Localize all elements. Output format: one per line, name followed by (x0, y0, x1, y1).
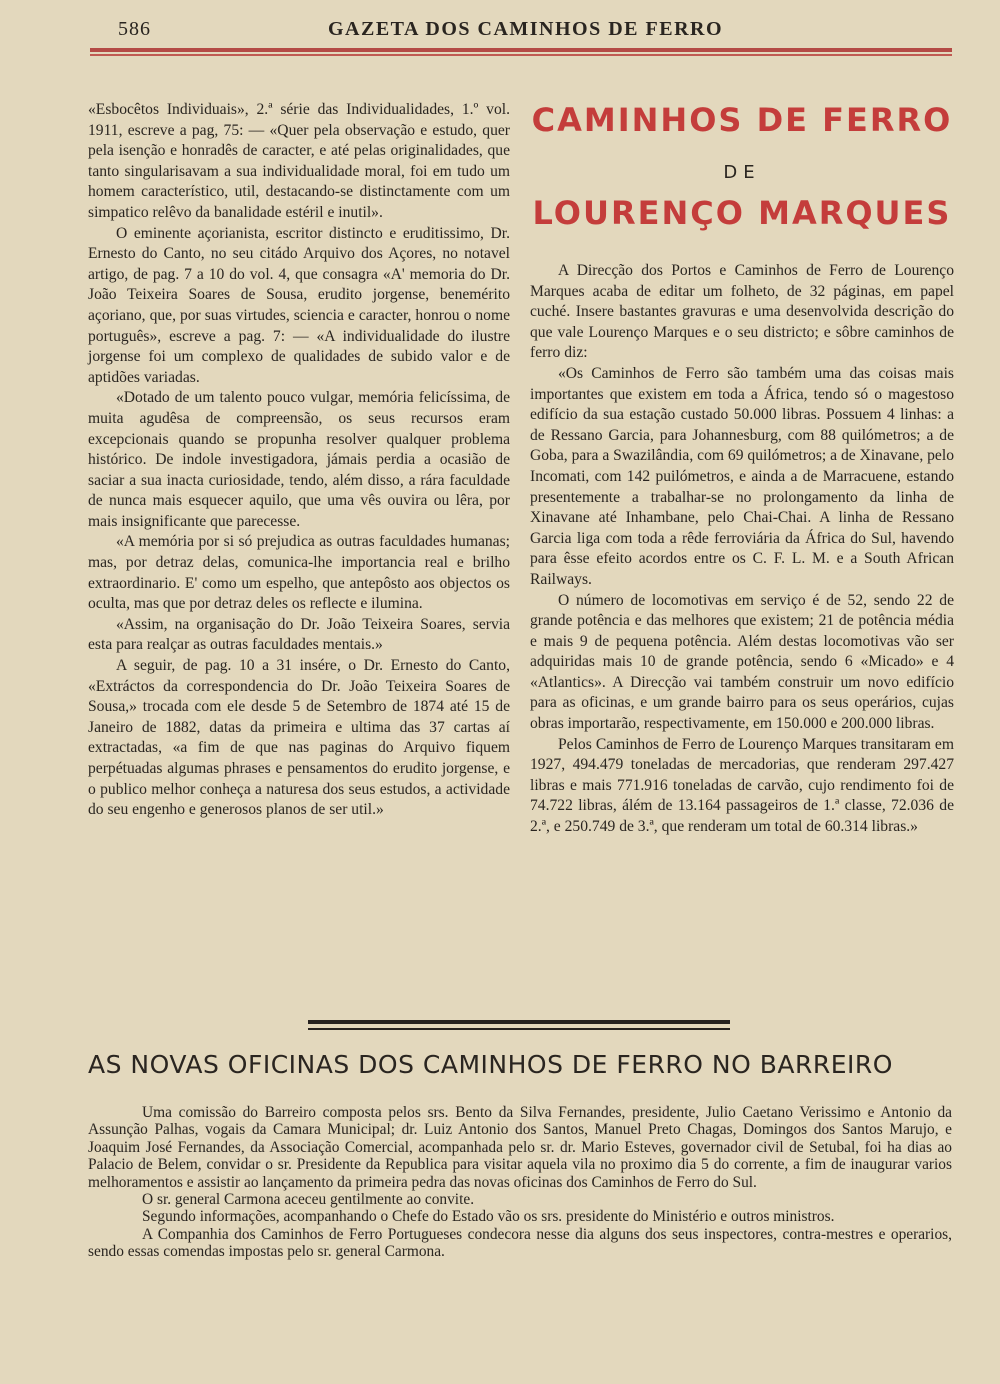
bottom-paragraph-1: Uma comissão do Barreiro composta pelos srs. Bento da Silva Fernandes, presidente, Julio Caetano Verissimo e Antonio da Assunção Palhas, vogais da Camara Municipal; dr. Luiz Antonio dos Santos, Manuel Preto Chagas, Domingos dos Santos Marujo, e Joaquim José Fernandes, da Associação Comercial, acompanhada pelo sr. dr. Mario Esteves, governador civil de Setubal, foi ha dias ao Palacio de Belem, convidar o sr. Presidente da Republica para visitar aquela vila no proximo dia 5 do corrente, a fim de inaugurar varios melhoramentos e assistir ao lançamento da primeira pedra das novas oficinas dos Caminhos de Ferro do Sul. (88, 1104, 952, 1191)
article-heading-line1: CAMINHOS DE FERRO (531, 101, 953, 139)
page-header (90, 16, 952, 56)
left-paragraph-2: O eminente açorianista, escritor distincto e eruditissimo, Dr. Ernesto do Canto, no seu citádo Arquivo dos Açores, no notavel artigo, de pag. 7 a 10 do vol. 4, que consagra «A' memoria do Dr. João Teixeira Soares de Sousa, erudito jorgense, benemérito açoriano, que, por suas virtudes, sciencia e caracter, honrou o nome português», escreve a pag. 7: — «A individualidade do ilustre jorgense foi um complexo de qualidades de subido valor e de aptidões variadas. (88, 224, 510, 386)
left-paragraph-5: «Assim, na organisação do Dr. João Teixeira Soares, servia esta para realçar as outras faculdades mentais.» (88, 615, 510, 654)
left-paragraph-6: A seguir, de pag. 10 a 31 insére, o Dr. Ernesto do Canto, «Extráctos da correspondencia do Dr. João Teixeira Soares de Sousa,» trocada com ele desde 5 de Setembro de 1874 até 15 de Janeiro de 1882, datas da primeira e ultima das 37 cartas aí extractadas, «a fim de que nas paginas do Arquivo fiquem perpétuadas algumas phrases e pensamentos do erudito jorgense, e o publico melhor conheça a naturesa dos seus estudos, a actividade do seu engenho e generosos planos de ser util.» (88, 657, 510, 819)
page-number: 586 (118, 18, 151, 40)
right-column (530, 100, 954, 838)
article-heading-line2: LOURENÇO MARQUES (532, 194, 952, 232)
left-paragraph-3: «Dotado de um talento pouco vulgar, memória felicíssima, de muita agudêsa de compreensão, os seus recursos eram excepcionais quando se propunha resolver qualquer problema histórico. De indole investigadora, jámais perdia a ocasião de saciar a sua inacta curiosidade, tendo, além disso, a rára faculdade de nunca mais esquecer aquilo, que uma vês ouvira ou lêra, por mais insignificante que parecesse. (88, 389, 510, 530)
section-divider-thin (308, 1028, 730, 1030)
right-paragraph-1: A Direcção dos Portos e Caminhos de Ferro de Lourenço Marques acaba de editar um folheto, de 32 páginas, em papel cuché. Insere bastantes gravuras e uma desenvolvida descrição do que vale Lourenço Marques e o seu districto; e sôbre caminhos de ferro diz: (530, 262, 954, 362)
article-heading-de: DE (723, 162, 761, 183)
bottom-article-heading: AS NOVAS OFICINAS DOS CAMINHOS DE FERRO NO BARREIRO (88, 1050, 893, 1079)
header-rule (90, 48, 952, 52)
section-divider (308, 1020, 730, 1024)
bottom-paragraph-4: A Companhia dos Caminhos de Ferro Portugueses condecora nesse dia alguns dos seus inspectores, contra-mestres e operarios, sendo essas comendas impostas pelo sr. general Carmona. (88, 1225, 952, 1261)
bottom-paragraph-2: O sr. general Carmona aceceu gentilmente ao convite. (142, 1191, 475, 1209)
bottom-paragraph-3: Segundo informações, acompanhando o Chefe do Estado vão os srs. presidente do Ministério e outros ministros. (142, 1208, 835, 1226)
header-rule-thin (90, 54, 952, 56)
left-paragraph-1: «Esbocêtos Individuais», 2.ª série das Individualidades, 1.º vol. 1911, escreve a pag, 75: — «Quer pela observação e estudo, quer pela isenção e honradês de caracter, e até pelas originalidades, que tanto singularisavam a sua individualidade moral, foi em tudo um homem característico, util, destacando-se distinctamente com um simpatico relêvo da banalidade estéril e inutil». (88, 101, 510, 221)
bottom-article-body (88, 1104, 952, 1261)
right-paragraph-4: Pelos Caminhos de Ferro de Lourenço Marques transitaram em 1927, 494.479 toneladas de mercadorias, que renderam 297.427 libras e mais 771.916 toneladas de carvão, cujo rendimento foi de 74.722 libras, álém de 13.164 passageiros de 1.ª classe, 72.036 de 2.ª, e 250.749 de 3.ª, que renderam um total de 60.314 libras.» (530, 735, 954, 836)
journal-title: GAZETA DOS CAMINHOS DE FERRO (328, 18, 724, 40)
right-paragraph-3: O número de locomotivas em serviço é de 52, sendo 22 de grande potência e das melhores que existem; 21 de potência média e mais 9 de pequena potência. Além destas locomotivas vão ser adquiridas mais 10 de grande potência, sendo 6 «Micado» e 4 «Atlantics». A Direcção vai também construir um novo edifício para as oficinas, e um grande bairro para os seus operários, cujas obras importarão, respectivamente, em 150.000 e 200.000 libras. (530, 591, 954, 733)
left-paragraph-4: «A memória por si só prejudica as outras faculdades humanas; mas, por detraz delas, comunica-lhe importancia real e brilho extraordinario. E' como um espelho, que antepôsto aos objectos os oculta, mas que por detraz deles os reflecte e ilumina. (88, 533, 510, 613)
right-paragraph-2: «Os Caminhos de Ferro são também uma das coisas mais importantes que existem em toda a África, tendo só o magestoso edifício da sua estação custado 50.000 libras. Possuem 4 linhas: a de Ressano Garcia, para Johannesburg, com 88 quilómetros; a de Goba, para a Swazilândia, com 69 quilómetros; a de Xinavane, pelo Incomati, com 142 puilómetros, e ainda a de Marracuene, estando presentemente a trabalhar-se no prolongamento da linha de Xinavane até Inhambane, pelo Chai-Chai. A linha de Ressano Garcia liga com toda a rêde ferroviária da África do Sul, havendo para êsse efeito acordos entre os C. F. L. M. e a South African Railways. (530, 364, 954, 588)
left-column (88, 100, 510, 821)
